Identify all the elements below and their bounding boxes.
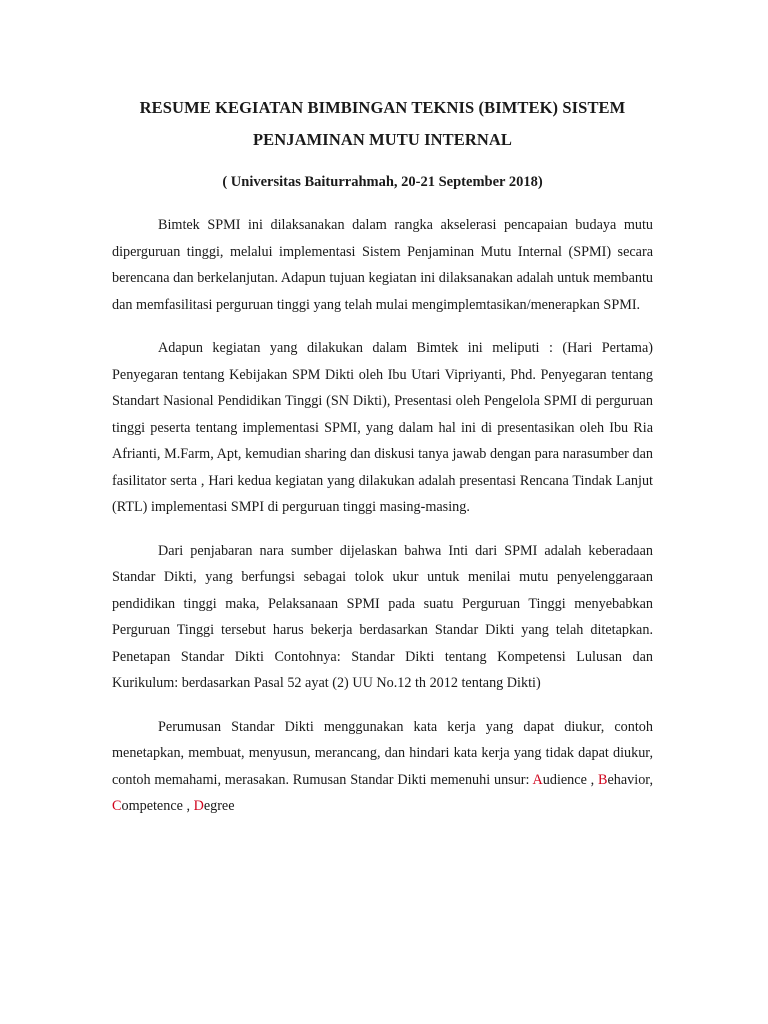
document-title [112,92,653,156]
paragraph-3: Dari penjabaran nara sumber dijelaskan bahwa Inti dari SPMI adalah keberadaan Standar Dikti, yang berfungsi sebagai tolok ukur untuk menilai mutu penyelenggaraan pendidikan tinggi maka, Pelaksanaan SPMI pada suatu Perguruan Tinggi menyebabkan Perguruan Tinggi tersebut harus bekerja berdasarkan Standar Dikti yang telah ditetapkan. Penetapan Standar Dikti Contohnya: Standar Dikti tentang Kompetensi Lulusan dan Kurikulum: berdasarkan Pasal 52 ayat (2) UU No.12 th 2012 tentang Dikti) [112,542,653,691]
paragraph-4 [112,714,653,820]
unsur-competence-initial: C [112,798,122,814]
paragraph-1: Bimtek SPMI ini dilaksanakan dalam rangka akselerasi pencapaian budaya mutu diperguruan tinggi, melalui implementasi Sistem Penjaminan Mutu Internal (SPMI) secara berencana dan berkelanjutan. Adapun tujuan kegiatan ini dilaksanakan adalah untuk membantu dan memfasilitasi perguruan tinggi yang telah mulai mengimplemtasikan/menerapkan SPMI. [112,217,653,313]
unsur-degree-rest: egree [203,798,235,814]
unsur-audience-initial: A [532,771,543,788]
unsur-behavior-rest: ehavior, [607,771,654,788]
paragraph-4-text: Perumusan Standar Dikti menggunakan kata kerja yang dapat diukur, contoh menetapkan, membuat, menyusun, merancang, dan hindari kata kerja yang tidak dapat diukur, contoh memahami, merasakan. Rumusan Standar Dikti memenuhi unsur: [112,718,653,788]
paragraph-2: Adapun kegiatan yang dilakukan dalam Bimtek ini meliputi : (Hari Pertama) Penyegaran tentang Kebijakan SPM Dikti oleh Ibu Utari Vipriyanti, Phd. Penyegaran tentang Standart Nasional Pendidikan Tinggi (SN Dikti), Presentasi oleh Pengelola SPMI di perguruan tinggi peserta tentang implementasi SPMI, yang dalam hal ini di presentasikan oleh Ibu Ria Afrianti, M.Farm, Apt, kemudian sharing dan diskusi tanya jawab dengan para narasumber dan fasilitator serta , Hari kedua kegiatan yang dilakukan adalah presentasi Rencana Tindak Lanjut (RTL) implementasi SMPI di perguruan tinggi masing-masing. [112,340,653,515]
unsur-behavior-initial: B [598,771,608,788]
title-line-2: PENJAMINAN MUTU INTERNAL [252,130,513,149]
document-subtitle: ( Universitas Baiturrahmah, 20-21 September 2018) [222,174,543,190]
title-line-1: RESUME KEGIATAN BIMBINGAN TEKNIS (BIMTEK) SISTEM [139,98,626,117]
unsur-degree-initial: D [193,798,204,814]
unsur-competence-rest: ompetence , [121,798,194,814]
unsur-audience-rest: udience , [542,771,599,788]
